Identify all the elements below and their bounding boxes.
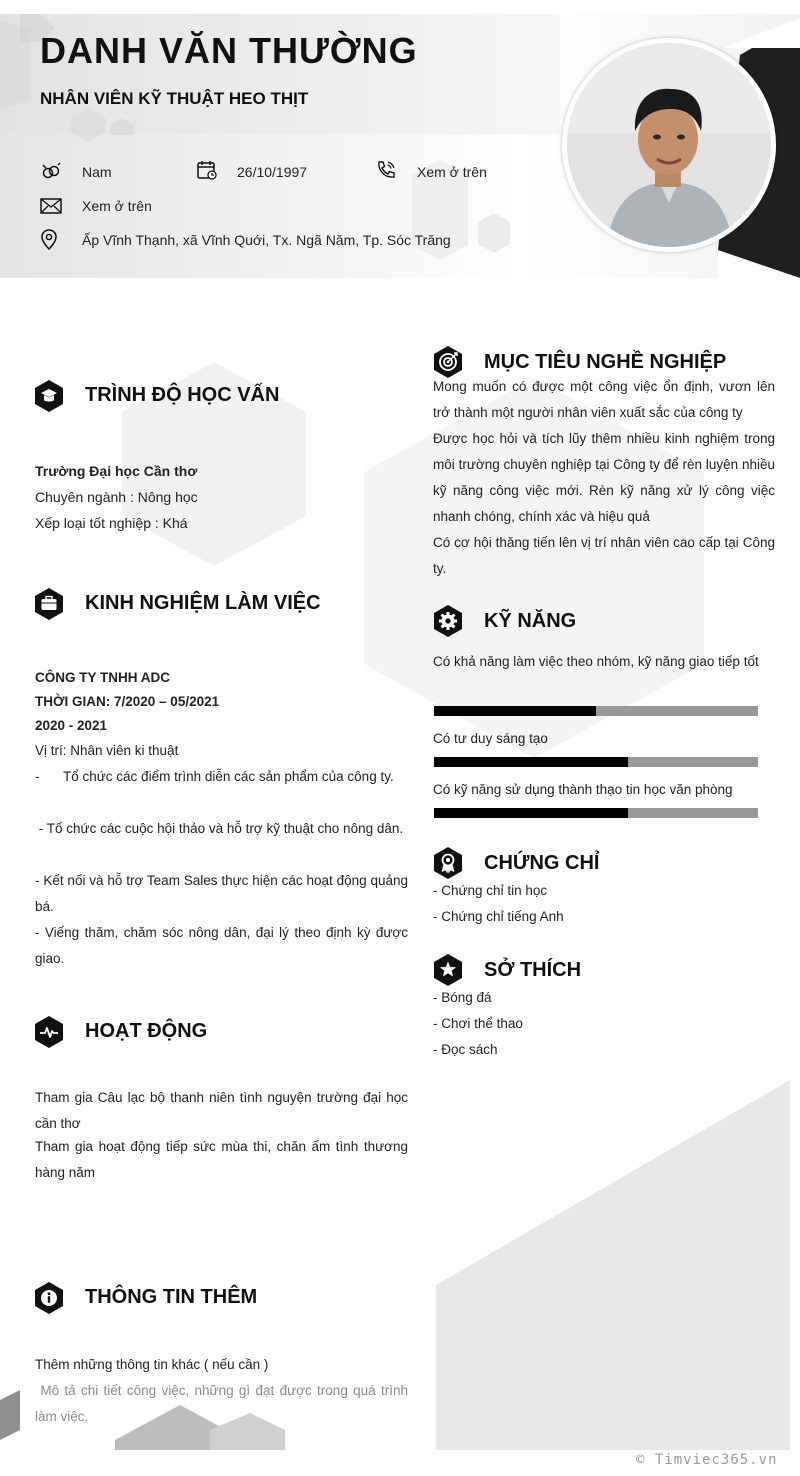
skill-label-3: Có kỹ năng sử dụng thành thạo tin học văn phòng — [433, 782, 733, 797]
skill-bar-fill-2 — [434, 757, 628, 767]
skill-label-2: Có tư duy sáng tạo — [433, 731, 548, 746]
skill-bar-1 — [434, 706, 758, 716]
watermark-text: © Timviec365.vn — [636, 1452, 778, 1468]
hobby-item-1: - Bóng đá — [433, 990, 492, 1005]
more-info-line-2: Mô tả chi tiết công việc, những gì đạt được trong quá trình làm việc. — [35, 1383, 412, 1424]
address-value: Ấp Vĩnh Thạnh, xã Vĩnh Quới, Tx. Ngã Năm, Tp. Sóc Trăng — [82, 232, 451, 248]
certificate-item-2: - Chứng chỉ tiếng Anh — [433, 909, 564, 924]
more-info-heading: THÔNG TIN THÊM — [85, 1286, 258, 1308]
activity-pulse-icon — [34, 1015, 64, 1049]
skills-heading: KỸ NĂNG — [484, 610, 577, 632]
experience-company: CÔNG TY TNHH ADC — [35, 670, 170, 685]
gender-value: Nam — [82, 164, 112, 180]
certificate-item-1: - Chứng chỉ tin học — [433, 883, 548, 898]
calendar-icon — [196, 159, 218, 181]
experience-item-4: - Viếng thăm, chăm sóc nông dân, đại lý theo định kỳ được giao. — [35, 925, 408, 966]
skill-bar-2 — [434, 757, 758, 767]
activities-item-1: Tham gia Câu lạc bộ thanh niên tình nguyện trường đại học cần thơ — [35, 1090, 408, 1131]
hobby-item-2: - Chơi thể thao — [433, 1016, 523, 1031]
skill-label-1: Có khả năng làm việc theo nhóm, kỹ năng giao tiếp tốt — [433, 654, 759, 669]
experience-time: THỜI GIAN: 7/2020 – 05/2021 — [35, 694, 220, 709]
education-heading: TRÌNH ĐỘ HỌC VẤN — [85, 384, 280, 406]
phone-value: Xem ở trên — [417, 164, 487, 180]
skill-bar-fill-1 — [434, 706, 596, 716]
award-icon — [433, 846, 463, 880]
experience-heading: KINH NGHIỆM LÀM VIỆC — [85, 592, 321, 614]
activities-item-2: Tham gia hoạt động tiếp sức mùa thi, chăn ấm tình thương hàng năm — [35, 1139, 408, 1180]
info-icon — [34, 1281, 64, 1315]
experience-years: 2020 - 2021 — [35, 718, 108, 733]
location-icon — [38, 228, 60, 250]
experience-role: Vị trí: Nhân viên ki thuật — [35, 743, 179, 758]
experience-bullet-dash: - — [35, 769, 40, 784]
candidate-position: NHÂN VIÊN KỸ THUẬT HEO THỊT — [40, 89, 309, 108]
avatar — [562, 38, 776, 252]
phone-icon — [375, 159, 397, 181]
experience-item-2: - Tổ chức các cuộc hội thảo và hỗ trợ kỹ thuật cho nông dân. — [35, 821, 404, 836]
more-info-line-1: Thêm những thông tin khác ( nếu cần ) — [35, 1357, 269, 1372]
gender-icon — [40, 161, 62, 183]
briefcase-icon — [34, 587, 64, 621]
objective-heading: MỤC TIÊU NGHỀ NGHIỆP — [484, 351, 727, 373]
email-value: Xem ở trên — [82, 198, 152, 214]
hobbies-heading: SỞ THÍCH — [484, 959, 582, 981]
objective-paragraph-3: Có cơ hội thăng tiến lên vị trí nhân viên cao cấp tại Công ty. — [433, 535, 775, 576]
objective-paragraph-2: Được học hỏi và tích lũy thêm nhiều kinh nghiệm trong môi trường chuyên nghiệp tại Công ty để rèn luyện nhiều kỹ năng công việc mới. Rèn kỹ năng xử lý công việc nhanh chóng, chính xác và hiệu quả — [433, 431, 775, 524]
education-grade: Xếp loại tốt nghiệp : Khá — [35, 515, 188, 531]
birthday-value: 26/10/1997 — [237, 164, 308, 180]
skill-bar-fill-3 — [434, 808, 628, 818]
activities-heading: HOẠT ĐỘNG — [85, 1020, 208, 1042]
certificates-heading: CHỨNG CHỈ — [484, 852, 600, 874]
email-icon — [40, 195, 62, 217]
objective-paragraph-1: Mong muốn có được một công việc ổn định, vươn lên trở thành một người nhân viên xuất sắc của công ty — [433, 379, 775, 420]
star-icon — [433, 953, 463, 987]
experience-item-1: Tổ chức các điểm trình diễn các sản phẩm của công ty. — [63, 769, 394, 784]
skill-bar-3 — [434, 808, 758, 818]
profile-photo — [567, 43, 771, 247]
candidate-name: DANH VĂN THƯỜNG — [40, 30, 418, 71]
education-school: Trường Đại học Cần thơ — [35, 463, 198, 479]
gear-icon — [433, 604, 463, 638]
experience-item-3: - Kết nối và hỗ trợ Team Sales thực hiện các hoạt động quảng bá. — [35, 873, 408, 914]
graduation-cap-icon — [34, 379, 64, 413]
education-major: Chuyên ngành : Nông học — [35, 489, 198, 505]
hobby-item-3: - Đọc sách — [433, 1042, 498, 1057]
